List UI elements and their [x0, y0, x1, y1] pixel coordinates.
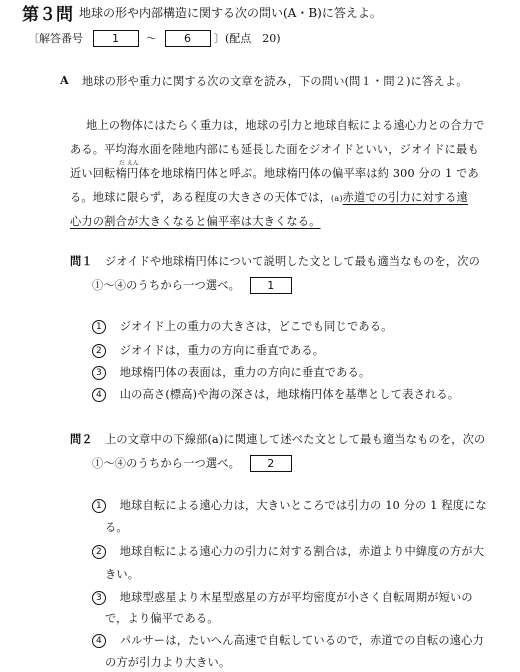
- q2-option-4-cont: の方が引力より大きい。: [105, 656, 231, 669]
- passage-line-4-part-1: る。地球に限らず，ある程度の大きさの天体では，: [70, 191, 332, 204]
- passage-line-2: ある。平均海水面を陸地内部にも延長した面をジオイドといい，ジオイドに最も: [70, 143, 479, 156]
- q2-answer-box: 2: [250, 455, 292, 472]
- passage-line-3: [70, 165, 479, 181]
- option-text: パルサーは，たいへん高速で自転しているので，赤道での自転の遠心力: [119, 634, 484, 647]
- option-text: 山の高さ(標高)や海の深さは，地球楕円体を基準として表される。: [119, 388, 460, 401]
- option-number-icon: 2: [92, 545, 106, 559]
- answer-label: 〔解答番号: [28, 32, 83, 45]
- question-number: 第３問: [22, 5, 73, 25]
- q1-option-3: [92, 364, 370, 380]
- answer-box-to: 6: [165, 30, 211, 47]
- option-text: 地球楕円体の表面は，重力の方向に垂直である。: [119, 366, 371, 379]
- passage-line-3-part-1: 近い回転: [70, 167, 116, 180]
- tilde: 〜: [146, 32, 157, 45]
- points-label: 〕(配点 20): [214, 32, 281, 45]
- q2-option-2-cont: きい。: [105, 568, 140, 581]
- underline-mark-a: (a): [331, 194, 343, 203]
- q2-option-4: [92, 632, 484, 648]
- option-number-icon: 3: [92, 366, 106, 380]
- underlined-text-1: 赤道での引力に対する遠: [342, 191, 468, 204]
- q2-option-1: [92, 497, 487, 513]
- q1-stem-line-2: [92, 277, 292, 294]
- q1-answer-box: 1: [250, 277, 292, 294]
- option-number-icon: 1: [92, 499, 106, 513]
- q1-option-4: [92, 386, 459, 402]
- section-a-intro: 地球の形や重力に関する次の文章を読み，下の問い(問１・問２)に答えよ。: [82, 75, 468, 88]
- q2-option-2: [92, 543, 484, 559]
- ruby-daen: だ えん: [119, 160, 139, 167]
- q1-option-2: [92, 342, 324, 358]
- option-number-icon: 1: [92, 320, 106, 334]
- q2-label: 問２: [70, 432, 93, 446]
- q2-option-1-cont: る。: [105, 521, 128, 534]
- option-number-icon: 2: [92, 344, 106, 358]
- answer-box-from: 1: [93, 30, 139, 47]
- q1-label: 問１: [70, 254, 93, 268]
- option-text: 地球型惑星より木星型惑星の方が平均密度が小さく自転周期が短いの: [119, 591, 473, 604]
- option-number-icon: 4: [92, 634, 106, 648]
- ruby-base-daen: 楕円: [115, 167, 139, 180]
- option-number-icon: 3: [92, 591, 106, 605]
- option-text: 地球自転による遠心力の引力に対する割合は，赤道より中緯度の方が大: [119, 545, 485, 558]
- option-number-icon: 4: [92, 388, 106, 402]
- q2-stem-line-2-text: ①〜④のうちから一つ選べ。: [92, 457, 241, 470]
- q1-stem-line-2-text: ①〜④のうちから一つ選べ。: [92, 279, 241, 292]
- passage-line-4: [70, 189, 468, 205]
- q2-option-3-cont: で，より偏平である。: [105, 612, 219, 625]
- passage-line-3-part-2: 体を地球楕円体と呼ぶ。地球楕円体の偏平率は約 300 分の 1 であ: [138, 167, 479, 180]
- passage-line-5: 心力の割合が大きくなると偏平率は大きくなる。: [70, 215, 321, 228]
- q1-option-1: [92, 318, 393, 334]
- option-text: ジオイドは，重力の方向に垂直である。: [119, 344, 325, 357]
- q2-stem-line-2: [92, 455, 292, 472]
- q2-option-3: [92, 589, 473, 605]
- question-title: 地球の形や内部構造に関する次の問い(A・B)に答えよ。: [79, 6, 382, 20]
- q1-stem-line-1: ジオイドや地球楕円体について説明した文として最も適当なものを，次の: [105, 255, 481, 268]
- q2-stem-line-1: 上の文章中の下線部(a)に関連して述べた文として最も適当なものを，次の: [105, 433, 486, 446]
- option-text: ジオイド上の重力の大きさは，どこでも同じである。: [119, 320, 393, 333]
- passage-line-1: 地上の物体にはたらく重力は，地球の引力と地球自転による遠心力との合力で: [86, 119, 485, 132]
- answer-range: [28, 30, 281, 47]
- option-text: 地球自転による遠心力は，大きいところでは引力の 10 分の 1 程度にな: [119, 499, 487, 512]
- section-a-label: A: [60, 73, 69, 87]
